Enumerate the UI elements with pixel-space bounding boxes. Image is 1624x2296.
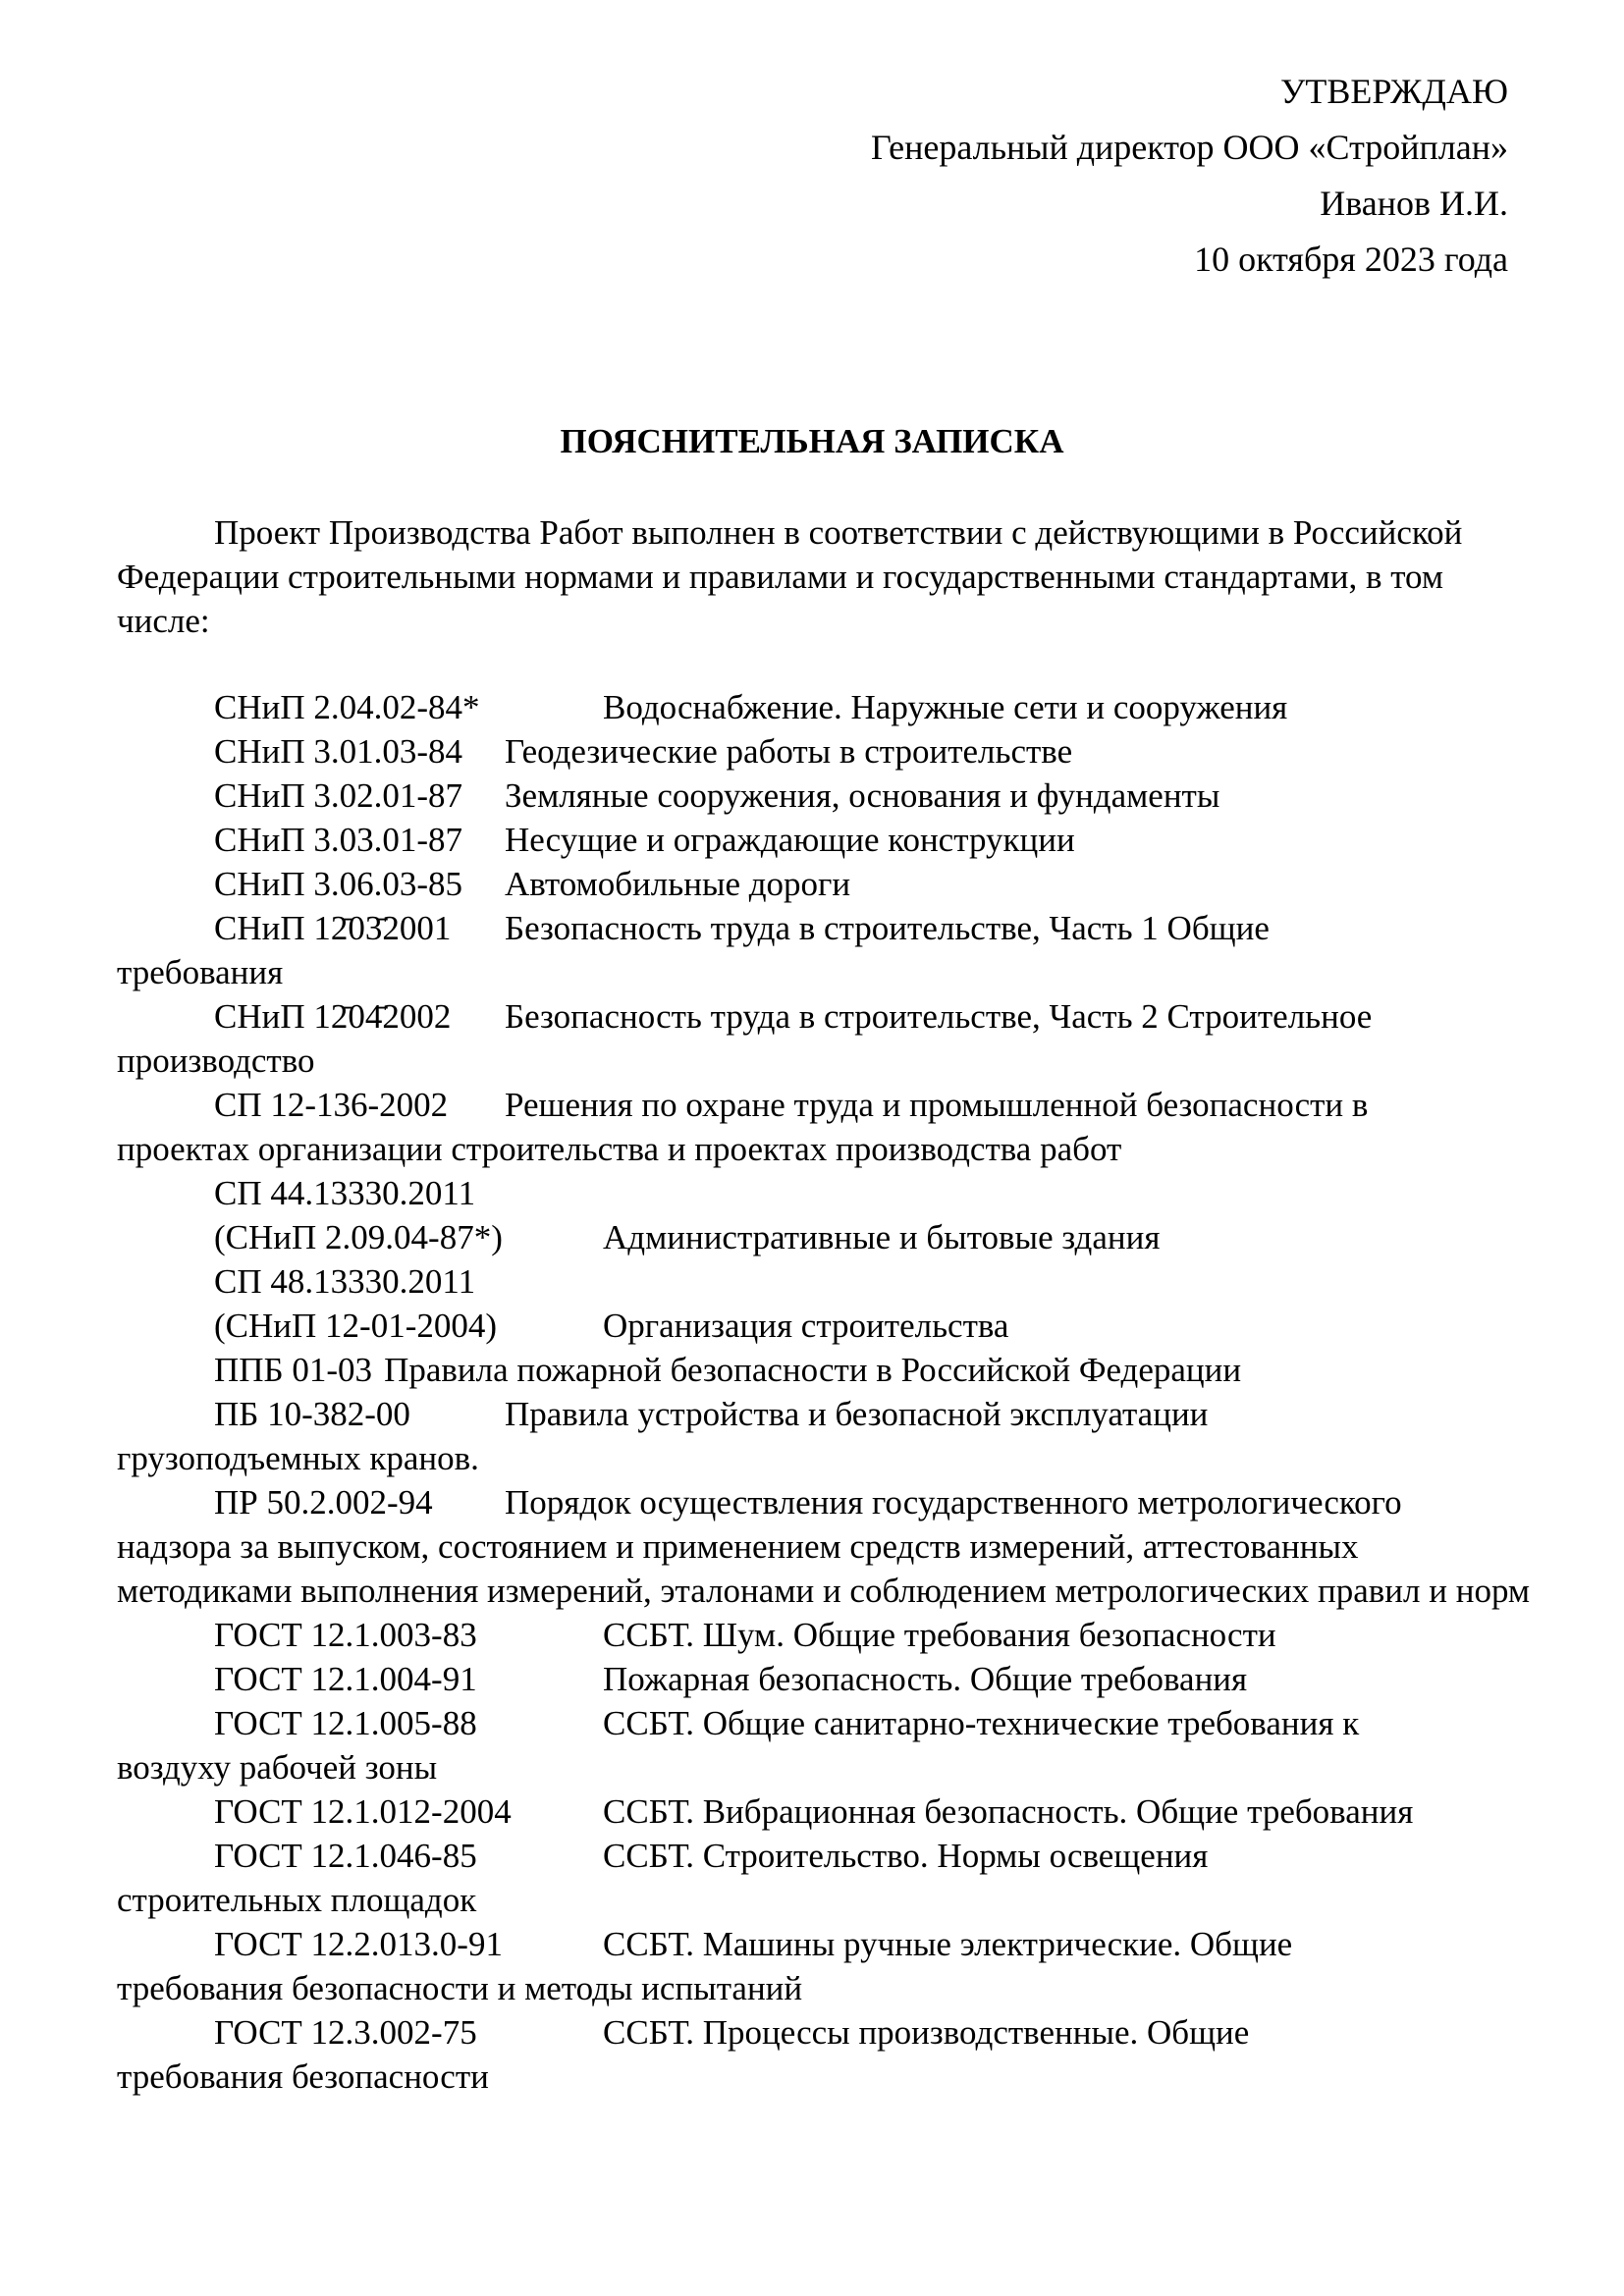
norm-code: ГОСТ 12.1.012-2004 — [214, 1792, 512, 1831]
norm-title: Пожарная безопасность. Общие требования — [603, 1660, 1248, 1698]
norm-title-continued: требования безопасности — [117, 2057, 489, 2096]
norm-code: СНиП 2.04.02-84* — [214, 688, 480, 726]
norm-item — [117, 862, 1531, 906]
norm-code: СНиП 12̄03̄2001 — [214, 909, 452, 947]
norm-code: (СНиП 2.09.04-87*) — [214, 1218, 503, 1256]
norm-title: Решения по охране труда и промышленной безопасности в — [505, 1086, 1369, 1124]
norm-item — [117, 1259, 1531, 1304]
norm-item — [117, 1215, 1531, 1259]
approval-heading: УТВЕРЖДАЮ — [1279, 72, 1508, 111]
norm-item — [117, 1922, 1531, 2010]
norm-title: Водоснабжение. Наружные сети и сооружения — [603, 688, 1288, 726]
norm-title: Правила устройства и безопасной эксплуатации — [505, 1395, 1209, 1433]
norm-code: ПБ 10-382-00 — [214, 1395, 410, 1433]
norm-title: Геодезические работы в строительстве — [505, 732, 1073, 771]
norm-code: ГОСТ 12.1.003-83 — [214, 1616, 477, 1654]
norm-title-continued: проектах организации строительства и проектах производства работ — [117, 1130, 1122, 1168]
norm-item — [117, 818, 1531, 862]
norm-code: СП 48.13330.2011 — [214, 1262, 476, 1301]
norm-item — [117, 1083, 1531, 1171]
norm-title: Организация строительства — [603, 1307, 1009, 1345]
norm-title: Автомобильные дороги — [505, 865, 851, 903]
norm-code: СНиП 12̄04̄2002 — [214, 997, 452, 1036]
norm-title-continued: требования безопасности и методы испытаний — [117, 1969, 803, 2007]
norm-item — [117, 2010, 1531, 2099]
norm-item — [117, 1657, 1531, 1701]
norm-title: ССБТ. Строительство. Нормы освещения — [603, 1837, 1209, 1875]
norm-title-continued: требования — [117, 953, 284, 991]
norm-title: Правила пожарной безопасности в Российской Федерации — [384, 1351, 1242, 1389]
norm-item — [117, 1789, 1531, 1834]
norm-title: ССБТ. Шум. Общие требования безопасности — [603, 1616, 1276, 1654]
norm-item — [117, 906, 1531, 994]
norm-code: СНиП 3.06.03-85 — [214, 865, 463, 903]
norm-title: Безопасность труда в строительстве, Часть 1 Общие — [505, 909, 1270, 947]
approval-date: 10 октября 2023 года — [1194, 240, 1508, 279]
norm-code: СНиП 3.02.01-87 — [214, 776, 463, 815]
norm-title-continued: надзора за выпуском, состоянием и применением средств измерений, аттестованных методиками выполнения измерений, эталонами и соблюдением метрологических правил и норм — [117, 1527, 1531, 1610]
norm-title-continued: грузоподъемных кранов. — [117, 1439, 479, 1477]
norm-item — [117, 1348, 1531, 1392]
norm-title: Земляные сооружения, основания и фундаменты — [505, 776, 1220, 815]
document-title: ПОЯСНИТЕЛЬНАЯ ЗАПИСКА — [560, 422, 1064, 460]
norm-title: ССБТ. Вибрационная безопасность. Общие требования — [603, 1792, 1414, 1831]
norm-title-continued: строительных площадок — [117, 1881, 477, 1919]
norm-title: Несущие и ограждающие конструкции — [505, 821, 1075, 859]
norm-title: Порядок осуществления государственного метрологического — [505, 1483, 1402, 1522]
norm-item — [117, 1834, 1531, 1922]
norm-code: ГОСТ 12.3.002-75 — [214, 2013, 477, 2052]
norm-code: ГОСТ 12.1.046-85 — [214, 1837, 477, 1875]
norm-item — [117, 1480, 1531, 1613]
norm-title: ССБТ. Общие санитарно-технические требования к — [603, 1704, 1360, 1742]
norm-code: (СНиП 12-01-2004) — [214, 1307, 497, 1345]
norm-item — [117, 1171, 1531, 1215]
norm-item — [117, 994, 1531, 1083]
norm-item — [117, 729, 1531, 774]
norm-code: СНиП 3.03.01-87 — [214, 821, 463, 859]
norm-title: Административные и бытовые здания — [603, 1218, 1161, 1256]
norm-title: ССБТ. Процессы производственные. Общие — [603, 2013, 1250, 2052]
norm-code: СНиП 3.01.03-84 — [214, 732, 463, 771]
norm-title: ССБТ. Машины ручные электрические. Общие — [603, 1925, 1293, 1963]
norm-item — [117, 1304, 1531, 1348]
intro-paragraph: Проект Производства Работ выполнен в соответствии с действующими в Российской Федерации строительными нормами и правилами и государственными стандартами, в том числе: — [117, 513, 1463, 640]
norm-item — [117, 1613, 1531, 1657]
norms-list — [117, 685, 1531, 2099]
approver-position: Генеральный директор ООО «Стройплан» — [871, 128, 1508, 167]
norm-code: СП 44.13330.2011 — [214, 1174, 476, 1212]
norm-item — [117, 1701, 1531, 1789]
norm-code: ГОСТ 12.2.013.0-91 — [214, 1925, 503, 1963]
norm-code: ГОСТ 12.1.004-91 — [214, 1660, 477, 1698]
norm-item — [117, 685, 1531, 729]
norm-item — [117, 774, 1531, 818]
norm-title: Безопасность труда в строительстве, Часть 2 Строительное — [505, 997, 1373, 1036]
norm-code: ПР 50.2.002-94 — [214, 1483, 433, 1522]
norm-code: ППБ 01-03 — [214, 1351, 373, 1389]
norm-title-continued: производство — [117, 1041, 315, 1080]
norm-code: ГОСТ 12.1.005-88 — [214, 1704, 477, 1742]
approval-block — [871, 64, 1508, 288]
norm-item — [117, 1392, 1531, 1480]
approver-name: Иванов И.И. — [1320, 184, 1508, 223]
norm-title-continued: воздуху рабочей зоны — [117, 1748, 438, 1787]
norm-code: СП 12-136-2002 — [214, 1086, 449, 1124]
